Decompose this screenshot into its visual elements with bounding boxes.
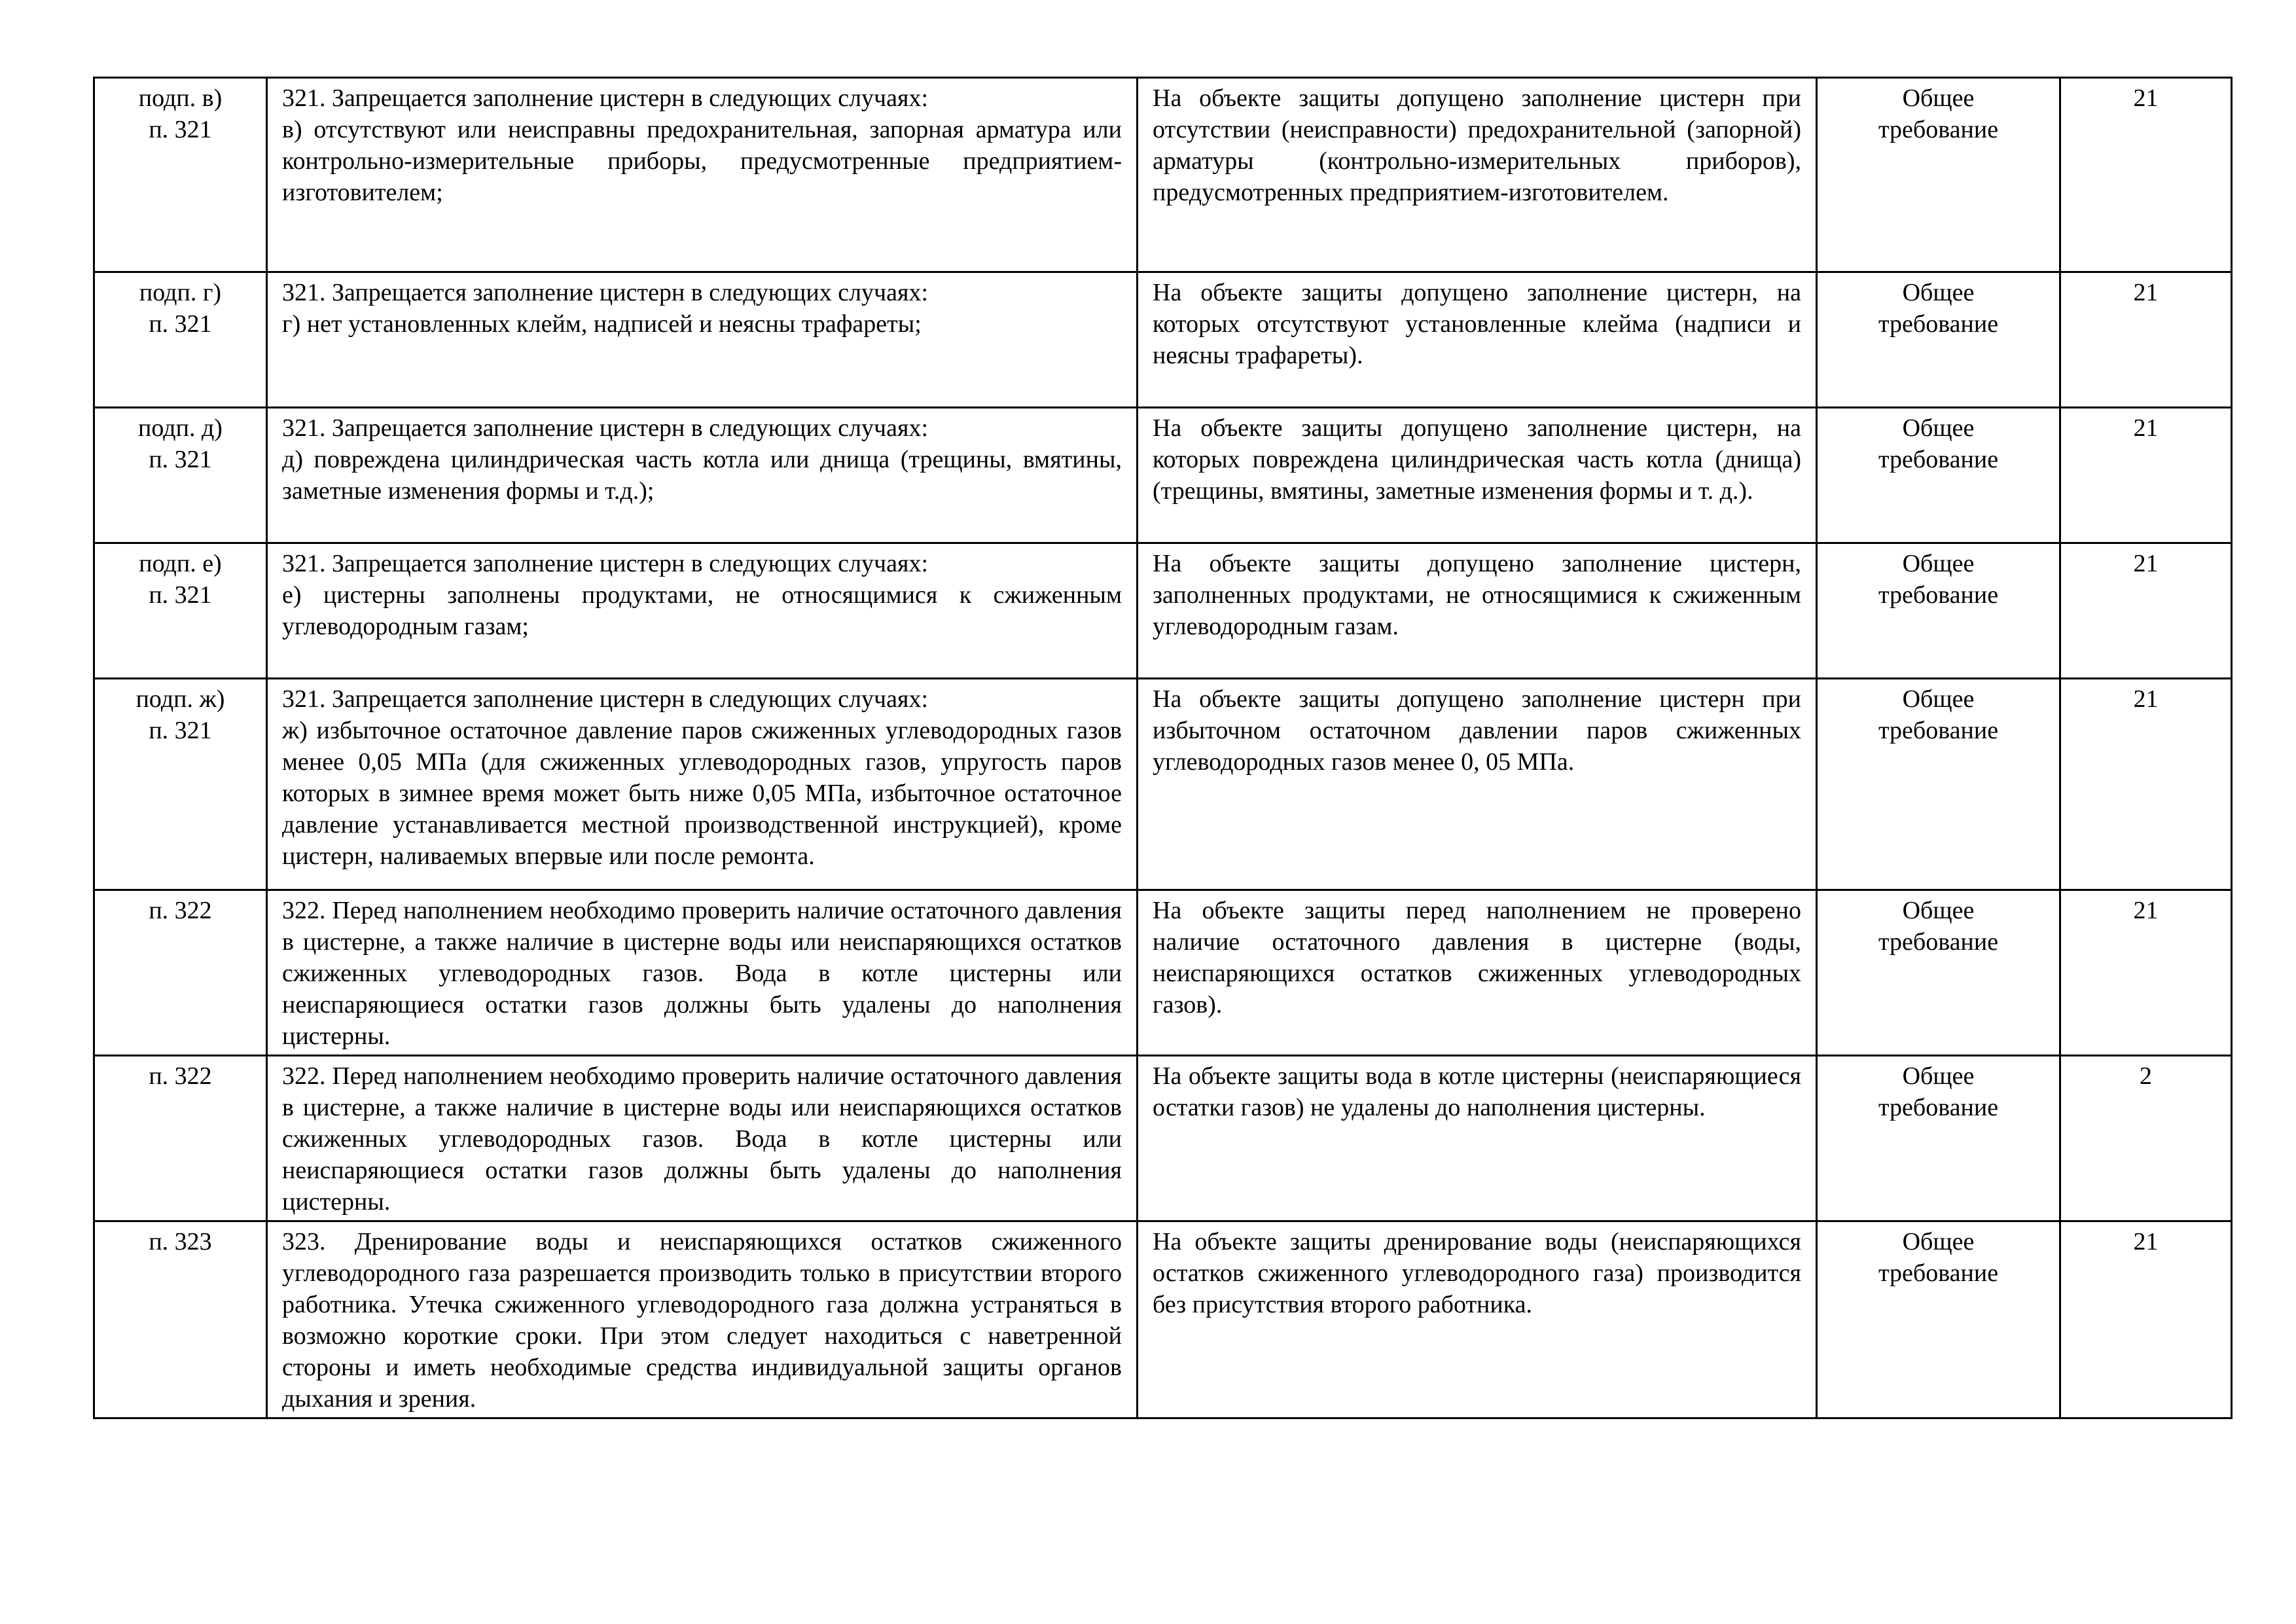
requirement-intro: 321. Запрещается заполнение цистерн в следующих случаях: [282, 550, 929, 577]
requirement-type-cell [1817, 1056, 2060, 1221]
clause-point: п. 321 [149, 116, 212, 143]
clause-reference-cell [94, 78, 267, 272]
violation-text: На объекте защиты допущено заполнение цистерн, на которых отсутствуют установленные клейма (надписи и неясны трафареты). [1153, 279, 1801, 369]
number-value: 21 [2133, 550, 2159, 577]
requirement-text-cell [267, 272, 1138, 408]
requirement-text-cell [267, 408, 1138, 543]
number-value: 21 [2133, 685, 2159, 713]
number-value: 21 [2133, 897, 2159, 924]
clause-point: п. 321 [149, 581, 212, 609]
violation-text-cell [1138, 1056, 1817, 1221]
violation-text-cell [1138, 408, 1817, 543]
violation-text-cell [1138, 78, 1817, 272]
number-value: 21 [2133, 279, 2159, 306]
requirement-intro: 321. Запрещается заполнение цистерн в следующих случаях: [282, 279, 929, 306]
requirement-type-line1: Общее [1902, 685, 1975, 713]
requirement-type-cell [1817, 679, 2060, 890]
number-value: 2 [2140, 1062, 2152, 1090]
violation-text: На объекте защиты допущено заполнение цистерн при отсутствии (неисправности) предохранительной (запорной) арматуры (контрольно-измерительных приборов), предусмотренных предприятием-изготовителем. [1153, 84, 1801, 206]
requirement-type-line2: требование [1878, 446, 1999, 473]
requirement-text-cell [267, 1221, 1138, 1418]
clause-subpoint: подп. е) [139, 550, 222, 577]
requirement-type-line2: требование [1878, 1259, 1999, 1287]
violation-text: На объекте защиты допущено заполнение цистерн при избыточном остаточном давлении паров сжиженных углеводородных газов менее 0, 05 МПа. [1153, 685, 1801, 776]
clause-point: п. 321 [149, 717, 212, 744]
violation-text-cell [1138, 543, 1817, 679]
table-row [94, 543, 2232, 679]
table-row [94, 78, 2232, 272]
violation-text-cell [1138, 272, 1817, 408]
requirement-type-line2: требование [1878, 928, 1999, 956]
table-row [94, 272, 2232, 408]
violation-text: На объекте защиты вода в котле цистерны (неиспаряющиеся остатки газов) не удалены до наполнения цистерны. [1153, 1062, 1801, 1121]
clause-reference-cell [94, 1056, 267, 1221]
clause-point: п. 322 [149, 1062, 212, 1090]
clause-reference-cell [94, 543, 267, 679]
violation-text-cell [1138, 1221, 1817, 1418]
requirement-type-line2: требование [1878, 1094, 1999, 1121]
requirement-type-line1: Общее [1902, 279, 1975, 306]
requirement-type-line1: Общее [1902, 414, 1975, 442]
requirement-type-line1: Общее [1902, 550, 1975, 577]
clause-point: п. 323 [149, 1228, 212, 1255]
violation-text: На объекте защиты дренирование воды (неиспаряющихся остатков сжиженного углеводородного газа) производится без присутствия второго работника. [1153, 1228, 1801, 1318]
number-cell [2060, 543, 2232, 679]
clause-reference-cell [94, 679, 267, 890]
requirement-text-cell [267, 679, 1138, 890]
clause-subpoint: подп. д) [138, 414, 223, 442]
requirement-text-cell [267, 1056, 1138, 1221]
requirement-intro: 321. Запрещается заполнение цистерн в следующих случаях: [282, 414, 929, 442]
requirement-type-line1: Общее [1902, 897, 1975, 924]
clause-subpoint: подп. г) [139, 279, 222, 306]
table-row [94, 408, 2232, 543]
requirement-type-line2: требование [1878, 717, 1999, 744]
requirement-intro: 321. Запрещается заполнение цистерн в следующих случаях: [282, 685, 929, 713]
clause-point: п. 321 [149, 310, 212, 338]
number-cell [2060, 1221, 2232, 1418]
requirement-item: д) повреждена цилиндрическая часть котла или днища (трещины, вмятины, заметные изменения формы и т.д.); [282, 446, 1122, 505]
violation-text-cell [1138, 679, 1817, 890]
requirement-item: г) нет установленных клейм, надписей и неясны трафареты; [282, 310, 922, 338]
clause-point: п. 322 [149, 897, 212, 924]
violation-text: На объекте защиты допущено заполнение цистерн, заполненных продуктами, не относящимися к сжиженным углеводородным газам. [1153, 550, 1801, 640]
requirement-item: е) цистерны заполнены продуктами, не относящимися к сжиженным углеводородным газам; [282, 581, 1122, 640]
requirement-type-line2: требование [1878, 310, 1999, 338]
requirements-table [93, 77, 2233, 1419]
number-value: 21 [2133, 1228, 2159, 1255]
number-value: 21 [2133, 84, 2159, 112]
number-cell [2060, 272, 2232, 408]
table-row [94, 890, 2232, 1056]
requirement-text: 322. Перед наполнением необходимо проверить наличие остаточного давления в цистерне, а также наличие в цистерне воды или неиспаряющихся остатков сжиженных углеводородных газов. Вода в котле цистерны или неиспаряющиеся остатки газов должны быть удалены до наполнения цистерны. [282, 897, 1122, 1050]
table-row [94, 1056, 2232, 1221]
requirement-text: 322. Перед наполнением необходимо проверить наличие остаточного давления в цистерне, а также наличие в цистерне воды или неиспаряющихся остатков сжиженных углеводородных газов. Вода в котле цистерны или неиспаряющиеся остатки газов должны быть удалены до наполнения цистерны. [282, 1062, 1122, 1216]
clause-reference-cell [94, 1221, 267, 1418]
requirement-intro: 321. Запрещается заполнение цистерн в следующих случаях: [282, 84, 929, 112]
requirement-type-cell [1817, 1221, 2060, 1418]
requirement-type-cell [1817, 890, 2060, 1056]
clause-reference-cell [94, 408, 267, 543]
number-cell [2060, 408, 2232, 543]
number-cell [2060, 78, 2232, 272]
requirement-type-cell [1817, 78, 2060, 272]
requirement-text-cell [267, 543, 1138, 679]
number-cell [2060, 1056, 2232, 1221]
number-value: 21 [2133, 414, 2159, 442]
clause-subpoint: подп. ж) [135, 685, 225, 713]
clause-subpoint: подп. в) [138, 84, 223, 112]
requirement-text: 323. Дренирование воды и неиспаряющихся остатков сжиженного углеводородного газа разрешается производить только в присутствии второго работника. Утечка сжиженного углеводородного газа должна устраняться в возможно короткие сроки. При этом следует находиться с наветренной стороны и иметь необходимые средства индивидуальной защиты органов дыхания и зрения. [282, 1228, 1122, 1413]
requirement-type-line2: требование [1878, 116, 1999, 143]
requirement-type-line1: Общее [1902, 1228, 1975, 1255]
requirement-item: в) отсутствуют или неисправны предохранительная, запорная арматура или контрольно-измерительные приборы, предусмотренные предприятием-изготовителем; [282, 116, 1122, 206]
requirement-type-cell [1817, 408, 2060, 543]
clause-point: п. 321 [149, 446, 212, 473]
number-cell [2060, 890, 2232, 1056]
violation-text-cell [1138, 890, 1817, 1056]
table-row [94, 679, 2232, 890]
requirement-type-cell [1817, 543, 2060, 679]
violation-text: На объекте защиты допущено заполнение цистерн, на которых повреждена цилиндрическая часть котла (днища) (трещины, вмятины, заметные изменения формы и т. д.). [1153, 414, 1801, 505]
requirement-type-line1: Общее [1902, 1062, 1975, 1090]
requirement-type-cell [1817, 272, 2060, 408]
requirement-text-cell [267, 890, 1138, 1056]
table-row [94, 1221, 2232, 1418]
requirement-item: ж) избыточное остаточное давление паров сжиженных углеводородных газов менее 0,05 МПа (для сжиженных углеводородных газов, упругость паров которых в зимнее время может быть ниже 0,05 МПа, избыточное остаточное давление устанавливается местной производственной инструкцией), кроме цистерн, наливаемых впервые или после ремонта. [282, 717, 1122, 870]
number-cell [2060, 679, 2232, 890]
requirement-type-line1: Общее [1902, 84, 1975, 112]
violation-text: На объекте защиты перед наполнением не проверено наличие остаточного давления в цистерне (воды, неиспаряющихся остатков сжиженных углеводородных газов). [1153, 897, 1801, 1019]
requirement-text-cell [267, 78, 1138, 272]
clause-reference-cell [94, 272, 267, 408]
requirement-type-line2: требование [1878, 581, 1999, 609]
clause-reference-cell [94, 890, 267, 1056]
